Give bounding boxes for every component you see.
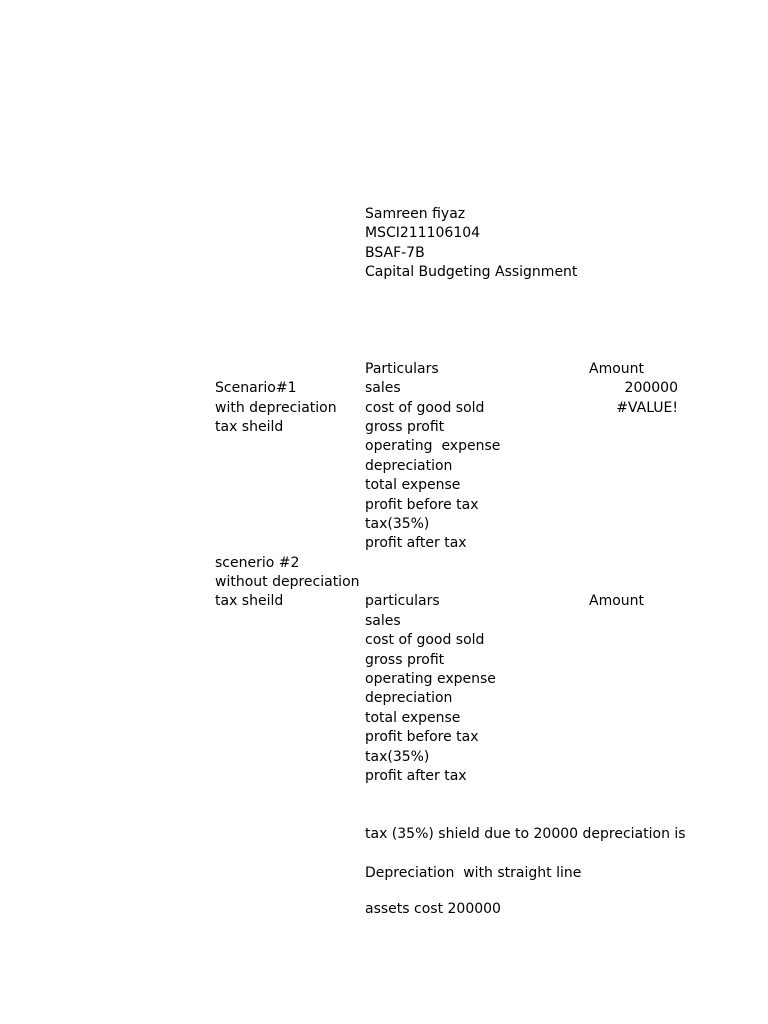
student-id: MSCI211106104 [365, 225, 481, 241]
scenario2-row-particular: tax(35%) [365, 749, 430, 765]
scenario1-row-particular: gross profit [365, 419, 445, 435]
scenario1-label-line: Scenario#1 [215, 380, 297, 396]
scenario1-particulars-header: Particulars [365, 361, 439, 377]
scenario2-row-particular: total expense [365, 710, 461, 726]
assignment-title: Capital Budgeting Assignment [365, 264, 578, 280]
scenario1-row-particular: sales [365, 380, 401, 396]
student-name: Samreen fiyaz [365, 206, 466, 222]
scenario1-amount-header: Amount [589, 361, 645, 377]
depreciation-method-note: Depreciation with straight line [365, 865, 582, 881]
scenario1-row-particular: profit before tax [365, 497, 479, 513]
scenario2-row-particular: profit before tax [365, 729, 479, 745]
scenario2-label-line: scenerio #2 [215, 555, 300, 571]
scenario2-row-particular: operating expense [365, 671, 496, 687]
scenario1-label-line: tax sheild [215, 419, 284, 435]
scenario1-row-amount: 200000 [624, 380, 678, 396]
scenario2-row-particular: sales [365, 613, 401, 629]
scenario1-row-particular: depreciation [365, 458, 453, 474]
scenario1-label-line: with depreciation [215, 400, 337, 416]
assets-cost-note: assets cost 200000 [365, 901, 501, 917]
scenario2-label-line: without depreciation [215, 574, 360, 590]
scenario1-row-particular: tax(35%) [365, 516, 430, 532]
scenario1-row-particular: operating expense [365, 438, 501, 454]
scenario2-particulars-header: particulars [365, 593, 440, 609]
tax-shield-note: tax (35%) shield due to 20000 depreciation is [365, 826, 686, 842]
scenario2-row-particular: depreciation [365, 690, 453, 706]
scenario2-amount-header: Amount [589, 593, 645, 609]
scenario1-row-particular: cost of good sold [365, 400, 485, 416]
scenario2-row-particular: gross profit [365, 652, 445, 668]
scenario2-row-particular: profit after tax [365, 768, 467, 784]
student-class: BSAF-7B [365, 245, 425, 261]
scenario1-row-amount: #VALUE! [616, 400, 678, 416]
scenario1-row-particular: total expense [365, 477, 461, 493]
scenario2-row-particular: cost of good sold [365, 632, 485, 648]
scenario2-label-line: tax sheild [215, 593, 284, 609]
scenario1-row-particular: profit after tax [365, 535, 467, 551]
